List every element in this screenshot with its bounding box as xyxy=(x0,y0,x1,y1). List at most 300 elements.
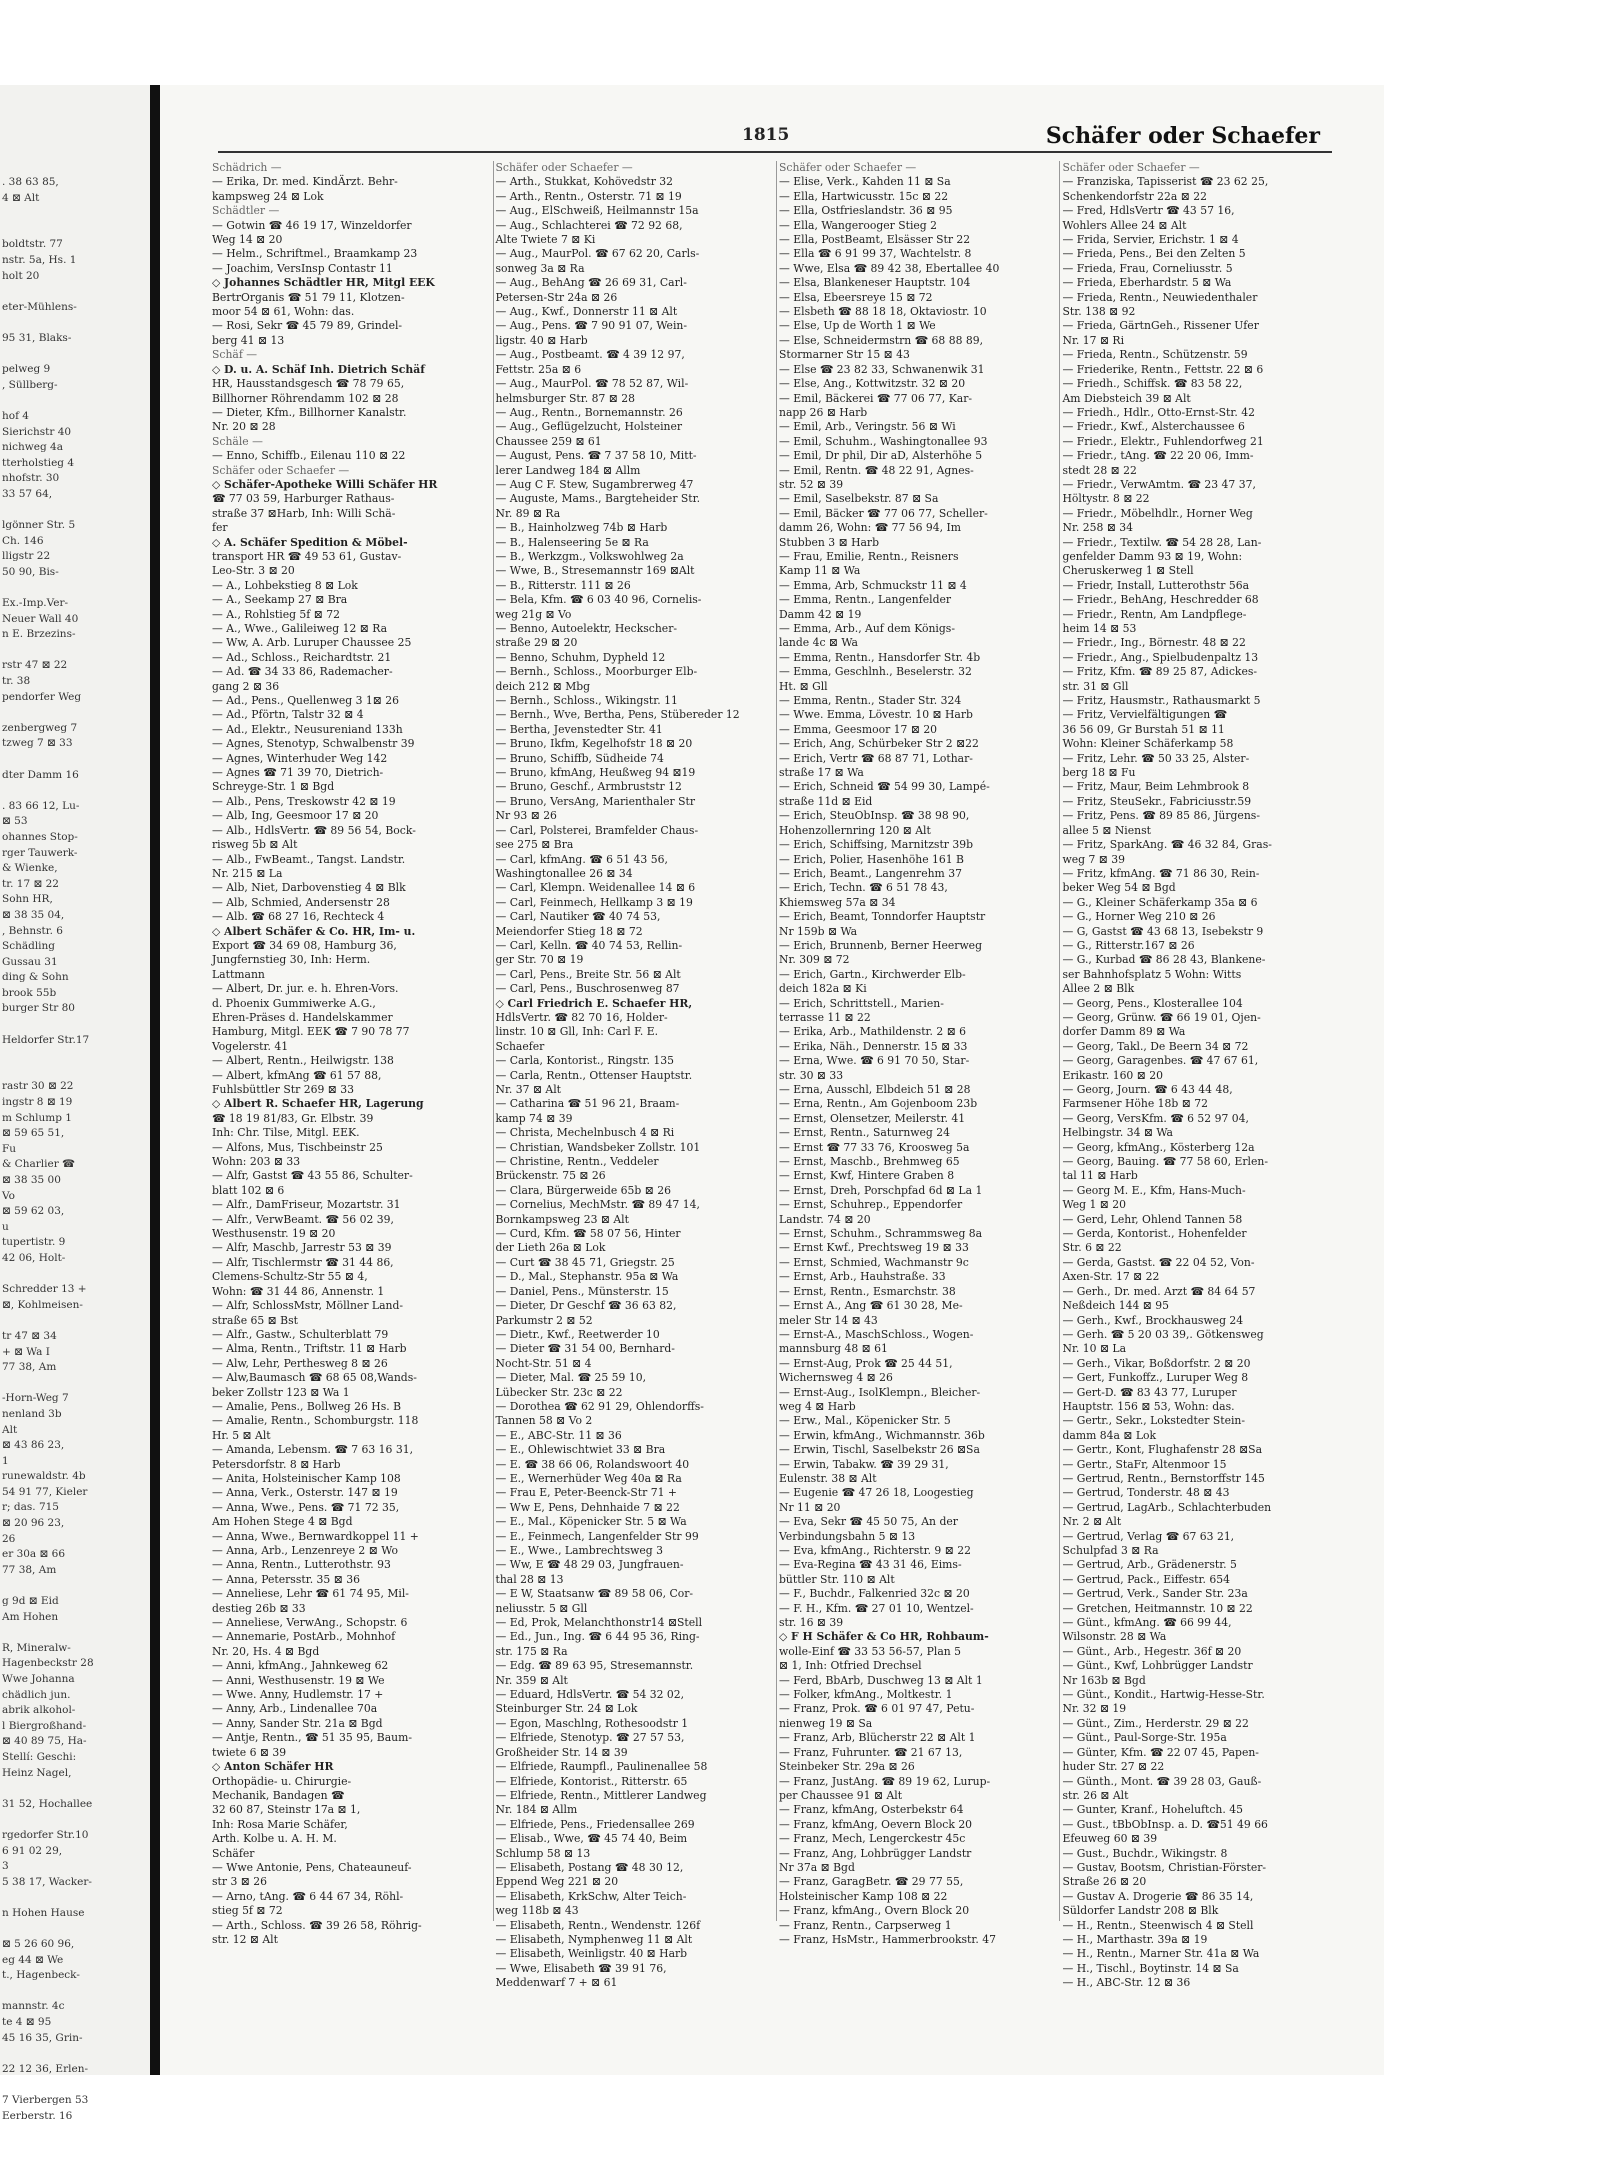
directory-entry: — Gerh. ☎ 5 20 03 39,. Götkensweg xyxy=(1062,1327,1264,1341)
directory-entry: — Gertrud, Verlag ☎ 67 63 21, xyxy=(1062,1529,1235,1543)
left-page-line: zenbergweg 7 xyxy=(2,721,78,734)
left-page-line: u xyxy=(2,1220,9,1233)
directory-entry: terrasse 11 ⊠ 22 xyxy=(779,1010,871,1024)
directory-columns xyxy=(212,161,1336,1990)
left-page-line: tr. 38 xyxy=(2,675,31,687)
directory-entry: Straße 26 ⊠ 20 xyxy=(1062,1875,1147,1889)
directory-entry: — Fritz, SteuSekr., Fabriciusstr.59 xyxy=(1062,794,1252,808)
left-page-line: . 38 63 85, xyxy=(2,176,59,188)
directory-entry: — Clara, Bürgerweide 65b ⊠ 26 xyxy=(495,1183,671,1197)
left-page-line: ⊠ 59 65 51, xyxy=(2,1127,65,1140)
directory-entry: Hohenzollernring 120 ⊠ Alt xyxy=(779,823,931,837)
directory-entry: büttler Str. 110 ⊠ Alt xyxy=(779,1572,895,1586)
directory-entry: — Anneliese, VerwAng., Schopstr. 6 xyxy=(212,1616,408,1630)
directory-entry: — Franz, kfmAng., Overn Block 20 xyxy=(779,1904,970,1918)
directory-entry: Wohn: 203 ⊠ 33 xyxy=(212,1155,301,1169)
directory-entry: — Wwe. Emma, Lövestr. 10 ⊠ Harb xyxy=(779,708,973,722)
directory-entry: — E., Feinmech, Langenfelder Str 99 xyxy=(495,1529,699,1543)
directory-entry: — Erich, Schrittstell., Marien- xyxy=(779,996,944,1010)
directory-entry: Schädrich — xyxy=(212,161,282,174)
directory-entry: — Fritz, Pens. ☎ 89 85 86, Jürgens- xyxy=(1062,809,1260,823)
directory-entry: Schäfer oder Schaefer — xyxy=(779,161,917,174)
left-page-line: lgönner Str. 5 xyxy=(2,519,76,532)
directory-entry: — Emil, Dr phil, Dir aD, Alsterhöhe 5 xyxy=(779,449,983,463)
left-page-line: n Hohen Hause xyxy=(2,1906,85,1919)
directory-entry: — Carla, Rentn., Ottenser Hauptstr. xyxy=(495,1068,693,1082)
directory-entry: Westhusenstr. 19 ⊠ 20 xyxy=(212,1227,336,1241)
directory-entry: — Alw, Lehr, Perthesweg 8 ⊠ 26 xyxy=(212,1356,388,1370)
left-page-line: abrik alkohol- xyxy=(2,1704,76,1717)
directory-entry: Chaussee 259 ⊠ 61 xyxy=(495,434,602,448)
directory-entry: — Aug., ElSchweiß, Heilmannstr 15a xyxy=(495,204,699,218)
directory-entry: Nr. 2 ⊠ Alt xyxy=(1062,1515,1122,1529)
directory-entry: Petersdorfstr. 8 ⊠ Harb xyxy=(212,1457,341,1471)
left-page-line: -Horn-Weg 7 xyxy=(2,1392,69,1405)
directory-entry: — Günter, Kfm. ☎ 22 07 45, Papen- xyxy=(1062,1745,1259,1759)
directory-entry: — Ad., Pförtn, Talstr 32 ⊠ 4 xyxy=(212,708,364,722)
directory-entry: moor 54 ⊠ 61, Wohn: das. xyxy=(212,305,355,319)
directory-entry: Nr 163b ⊠ Bgd xyxy=(1062,1673,1146,1687)
directory-entry: — Erna, Ausschl, Elbdeich 51 ⊠ 28 xyxy=(779,1083,971,1096)
directory-entry: — Ernst, Rentn., Esmarchstr. 38 xyxy=(779,1284,956,1298)
directory-entry: Hauptstr. 156 ⊠ 53, Wohn: das. xyxy=(1062,1399,1235,1413)
left-page-line: lligstr 22 xyxy=(2,550,51,563)
directory-entry: linstr. 10 ⊠ Gll, Inh: Carl F. E. xyxy=(495,1025,659,1039)
directory-entry: — August, Pens. ☎ 7 37 58 10, Mitt- xyxy=(495,449,697,463)
directory-entry: Großheider Str. 14 ⊠ 39 xyxy=(495,1745,628,1759)
directory-entry: — Elsa, Ebeersreye 15 ⊠ 72 xyxy=(779,290,933,304)
directory-entry: mannsburg 48 ⊠ 61 xyxy=(779,1342,888,1356)
directory-entry: — Gerh., Vikar, Boßdorfstr. 2 ⊠ 20 xyxy=(1062,1356,1251,1370)
directory-entry: — Carl, Polsterei, Bramfelder Chaus- xyxy=(495,823,699,837)
directory-entry: — Friedh., Schiffsk. ☎ 83 58 22, xyxy=(1062,377,1243,391)
directory-entry: — Erich, Beamt., Langenrehm 37 xyxy=(779,866,962,880)
directory-entry: — Gertr., Kont, Flughafenstr 28 ⊠Sa xyxy=(1062,1443,1263,1457)
directory-entry: — Ella, Ostfrieslandstr. 36 ⊠ 95 xyxy=(779,204,953,218)
directory-entry: str. 175 ⊠ Ra xyxy=(495,1644,568,1658)
left-page-line: Schredder 13 + xyxy=(2,1283,87,1296)
directory-entry: — Ad., Elektr., Neusureniand 133h xyxy=(212,722,403,736)
left-page-line xyxy=(2,643,150,659)
directory-entry: HdlsVertr. ☎ 82 70 16, Holder- xyxy=(495,1010,668,1024)
directory-column xyxy=(779,161,1053,1991)
directory-entry: BertrOrganis ☎ 51 79 11, Klotzen- xyxy=(212,290,405,304)
directory-entry: ◇ Anton Schäfer HR xyxy=(212,1760,334,1774)
directory-entry: Wohlers Allee 24 ⊠ Alt xyxy=(1062,218,1187,232)
directory-entry: — Ernst-Aug., IsolKlempn., Bleicher- xyxy=(779,1385,981,1399)
directory-entry: fer xyxy=(212,521,228,535)
directory-entry: — Franz, Fuhrunter. ☎ 21 67 13, xyxy=(779,1745,963,1759)
left-page-line: R, Mineralw- xyxy=(2,1641,71,1654)
left-page-line xyxy=(2,1812,150,1828)
directory-entry: — Joachim, VersInsp Contastr 11 xyxy=(212,261,393,275)
left-page-line: 95 31, Blaks- xyxy=(2,331,72,344)
directory-entry: — Franziska, Tapisserist ☎ 23 62 25, xyxy=(1062,175,1269,189)
left-page-line: Sohn HR, xyxy=(2,893,53,906)
directory-entry: — Dorothea ☎ 62 91 29, Ohlendorffs- xyxy=(495,1399,704,1413)
directory-entry: — Alb., Pens, Treskowstr 42 ⊠ 19 xyxy=(212,794,396,808)
page-number: 1815 xyxy=(742,125,790,145)
directory-entry: — Daniel, Pens., Münsterstr. 15 xyxy=(495,1284,669,1298)
directory-entry: Allee 2 ⊠ Blk xyxy=(1062,982,1135,996)
directory-entry: beker Weg 54 ⊠ Bgd xyxy=(1062,881,1176,895)
directory-entry: — Franz, Ang, Lohbrügger Landstr xyxy=(779,1846,972,1860)
directory-entry: — Elfriede, Kontorist., Ritterstr. 65 xyxy=(495,1774,688,1788)
directory-entry: — Elsbeth ☎ 88 18 18, Oktaviostr. 10 xyxy=(779,305,987,319)
directory-entry: — Gertrud, LagArb., Schlachterbuden xyxy=(1062,1500,1272,1514)
left-page-line: ⊠ 20 96 23, xyxy=(2,1517,65,1530)
directory-entry: — Georg, Takl., De Beern 34 ⊠ 72 xyxy=(1062,1039,1249,1053)
directory-entry: — Elisabeth, Weinligstr. 40 ⊠ Harb xyxy=(495,1947,688,1961)
directory-entry: berg 18 ⊠ Fu xyxy=(1062,766,1136,780)
directory-entry: HR, Hausstandsgesch ☎ 78 79 65, xyxy=(212,377,405,391)
directory-entry: — Friedr., Ang., Spielbudenpaltz 13 xyxy=(1062,650,1259,664)
directory-entry: Vogelerstr. 41 xyxy=(212,1039,289,1053)
directory-entry: — Ww, A. Arb. Luruper Chaussee 25 xyxy=(212,636,412,650)
left-page-line: Schädling xyxy=(2,940,56,953)
directory-entry: — Elisabeth, KrkSchw, Alter Teich- xyxy=(495,1889,687,1903)
directory-entry: helmsburger Str. 87 ⊠ 28 xyxy=(495,391,635,405)
directory-entry: lande 4c ⊠ Wa xyxy=(779,636,858,650)
directory-entry: Ehren-Präses d. Handelskammer xyxy=(212,1010,393,1024)
directory-entry: Arth. Kolbe u. A. H. M. xyxy=(212,1832,337,1846)
directory-entry: — D., Mal., Stephanstr. 95a ⊠ Wa xyxy=(495,1270,679,1284)
directory-entry: Landstr. 74 ⊠ 20 xyxy=(779,1212,871,1226)
directory-entry: — Ernst, Maschb., Brehmweg 65 xyxy=(779,1155,960,1169)
left-page-line xyxy=(2,315,150,331)
left-page-line xyxy=(2,2077,150,2093)
directory-entry: — A., Rohlstieg 5f ⊠ 72 xyxy=(212,607,340,621)
directory-entry: ser Bahnhofsplatz 5 Wohn: Witts xyxy=(1062,967,1242,981)
directory-entry: Schäfer xyxy=(212,1846,255,1860)
directory-entry: — Erika, Näh., Dennerstr. 15 ⊠ 33 xyxy=(779,1039,968,1053)
directory-entry: — Emma, Rentn., Stader Str. 324 xyxy=(779,694,962,708)
directory-entry: — Antje, Rentn., ☎ 51 35 95, Baum- xyxy=(212,1731,413,1745)
directory-entry: — Ernst, Kwf, Hintere Graben 8 xyxy=(779,1169,955,1183)
directory-entry: — Amalie, Rentn., Schomburgstr. 118 xyxy=(212,1414,419,1428)
left-page-line: tr. 17 ⊠ 22 xyxy=(2,877,59,890)
left-page-line: runewaldstr. 4b xyxy=(2,1470,86,1483)
directory-entry: — Ernst ☎ 77 33 76, Kroosweg 5a xyxy=(779,1140,970,1154)
left-page-line: nenland 3b xyxy=(2,1407,62,1420)
directory-entry: damm 84a ⊠ Lok xyxy=(1062,1428,1157,1442)
directory-entry: Nr. 17 ⊠ Ri xyxy=(1062,333,1125,347)
directory-entry: — Georg, Garagenbes. ☎ 47 67 61, xyxy=(1062,1054,1259,1068)
left-page-line: n E. Brzezins- xyxy=(2,628,76,641)
directory-entry: — Emma, Geschlnh., Beselerstr. 32 xyxy=(779,665,972,679)
directory-entry: Mechanik, Bandagen ☎ xyxy=(212,1788,345,1802)
directory-entry: — Elisabeth, Nymphenweg 11 ⊠ Alt xyxy=(495,1932,693,1946)
directory-entry: — Wwe, Elisabeth ☎ 39 91 76, xyxy=(495,1961,667,1975)
directory-entry: — Alfr, SchlossMstr, Möllner Land- xyxy=(212,1299,404,1313)
left-page-line xyxy=(2,206,150,222)
directory-entry: Verbindungsbahn 5 ⊠ 13 xyxy=(779,1529,916,1543)
directory-entry: — Bruno, Schiffb, Südheide 74 xyxy=(495,751,664,765)
directory-entry: Am Diebsteich 39 ⊠ Alt xyxy=(1062,391,1191,405)
left-page-line: Ch. 146 xyxy=(2,534,44,547)
left-page-line xyxy=(2,502,150,518)
directory-entry: — Alb, Ing, Geesmoor 17 ⊠ 20 xyxy=(212,809,379,823)
directory-entry: — A., Seekamp 27 ⊠ Bra xyxy=(212,593,348,607)
directory-entry: — Dieter, Mal. ☎ 25 59 10, xyxy=(495,1371,646,1385)
left-page-line xyxy=(2,222,150,238)
directory-entry: — Günt., Kondit., Hartwig-Hesse-Str. xyxy=(1062,1688,1265,1702)
directory-entry: see 275 ⊠ Bra xyxy=(495,838,574,852)
directory-entry: ◇ A. Schäfer Spedition & Möbel- xyxy=(212,535,408,549)
directory-entry: — Emma, Rentn., Hansdorfer Str. 4b xyxy=(779,650,981,664)
directory-entry: ◇ F H Schäfer & Co HR, Rohbaum- xyxy=(779,1630,989,1644)
directory-entry: Efeuweg 60 ⊠ 39 xyxy=(1062,1832,1158,1846)
directory-entry: — Emil, Schuhm., Washingtonallee 93 xyxy=(779,434,988,448)
directory-entry: Weg 14 ⊠ 20 xyxy=(212,233,283,247)
left-page-line xyxy=(2,752,150,768)
directory-entry: — Elisabeth, Rentn., Wendenstr. 126f xyxy=(495,1918,701,1932)
directory-entry: — Alw,Baumasch ☎ 68 65 08,Wands- xyxy=(212,1371,417,1385)
left-page-line: te 4 ⊠ 95 xyxy=(2,2016,52,2029)
directory-entry: Alte Twiete 7 ⊠ Ki xyxy=(495,233,596,247)
directory-entry: Schreyge-Str. 1 ⊠ Bgd xyxy=(212,780,335,794)
directory-entry: straße 37 ⊠Harb, Inh: Willi Schä- xyxy=(212,506,396,520)
directory-entry: — Dieter, Dr Geschf ☎ 36 63 82, xyxy=(495,1299,677,1313)
directory-entry: — Egon, Maschlng, Rothesoodstr 1 xyxy=(495,1716,689,1730)
directory-entry: — Franz, Arb, Blücherstr 22 ⊠ Alt 1 xyxy=(779,1731,976,1745)
directory-entry: — Erna, Rentn., Am Gojenboom 23b xyxy=(779,1097,978,1111)
directory-entry: — Dieter ☎ 31 54 00, Bernhard- xyxy=(495,1342,675,1356)
left-page-line: Eerberstr. 16 xyxy=(2,2109,73,2122)
directory-entry: — Frieda, Eberhardstr. 5 ⊠ Wa xyxy=(1062,276,1232,290)
directory-entry: — Aug., Postbeamt. ☎ 4 39 12 97, xyxy=(495,348,685,362)
directory-entry: — Christine, Rentn., Veddeler xyxy=(495,1155,659,1169)
directory-entry: Stormarner Str 15 ⊠ 43 xyxy=(779,348,910,362)
directory-entry: — Gustav A. Drogerie ☎ 86 35 14, xyxy=(1062,1889,1254,1903)
directory-entry: weg 21g ⊠ Vo xyxy=(495,607,572,621)
directory-entry: — Aug., Geflügelzucht, Holsteiner xyxy=(495,420,683,434)
left-page-line: g 9d ⊠ Eid xyxy=(2,1595,59,1608)
directory-entry: — Fred, HdlsVertr ☎ 43 57 16, xyxy=(1062,204,1235,218)
directory-entry: — Ernst Kwf., Prechtsweg 19 ⊠ 33 xyxy=(779,1241,969,1255)
directory-entry: tal 11 ⊠ Harb xyxy=(1062,1169,1138,1183)
directory-entry: ger Str. 70 ⊠ 19 xyxy=(495,953,584,967)
left-page-line: ⊠ 40 89 75, Ha- xyxy=(2,1735,87,1748)
directory-entry: — Emil, Saselbekstr. 87 ⊠ Sa xyxy=(779,492,939,506)
directory-entry: Lattmann xyxy=(212,967,265,981)
left-page-line: 33 57 64, xyxy=(2,487,53,500)
directory-entry: — Arth., Rentn., Osterstr. 71 ⊠ 19 xyxy=(495,189,682,203)
directory-entry: — Georg, Journ. ☎ 6 43 44 48, xyxy=(1062,1083,1233,1096)
directory-entry: ◇ Carl Friedrich E. Schaefer HR, xyxy=(495,996,693,1010)
directory-entry: — Ww E, Pens, Dehnhaide 7 ⊠ 22 xyxy=(495,1500,680,1514)
left-page-line: t., Hagenbeck- xyxy=(2,1969,80,1982)
directory-entry: — Friedr, Install, Lutterothstr 56a xyxy=(1062,578,1250,592)
directory-entry: Helbingstr. 34 ⊠ Wa xyxy=(1062,1126,1173,1140)
directory-entry: — Ernst, Rentn., Saturnweg 24 xyxy=(779,1126,950,1140)
directory-entry: — Emil, Bäcker ☎ 77 06 77, Scheller- xyxy=(779,506,988,520)
directory-entry: straße 29 ⊠ 20 xyxy=(495,636,578,650)
directory-entry: — Aug., Rentn., Bornemannstr. 26 xyxy=(495,405,683,419)
left-page-line: Hagenbeckstr 28 xyxy=(2,1657,94,1670)
directory-entry: — Erwin, Tischl, Saselbekstr 26 ⊠Sa xyxy=(779,1443,980,1457)
page-header xyxy=(160,125,1384,153)
directory-entry: sonweg 3a ⊠ Ra xyxy=(495,261,585,275)
left-page-line: nhofstr. 30 xyxy=(2,472,60,485)
directory-entry: Nr. 20 ⊠ 28 xyxy=(212,420,276,434)
directory-entry: — Günth., Mont. ☎ 39 28 03, Gauß- xyxy=(1062,1774,1262,1788)
directory-entry: str. 26 ⊠ Alt xyxy=(1062,1788,1129,1802)
directory-entry: — Emil, Rentn. ☎ 48 22 91, Agnes- xyxy=(779,463,974,477)
directory-entry: — Albert, kfmAng ☎ 61 57 88, xyxy=(212,1068,382,1082)
directory-entry: — Cornelius, MechMstr. ☎ 89 47 14, xyxy=(495,1198,700,1212)
left-page-line xyxy=(2,1890,150,1906)
directory-entry: — Erich, Vertr ☎ 68 87 71, Lothar- xyxy=(779,751,973,765)
directory-entry: — Fritz, Maur, Beim Lehmbrook 8 xyxy=(1062,780,1250,794)
directory-entry: — Dietr., Kwf., Reetwerder 10 xyxy=(495,1327,660,1341)
directory-entry: — F. H., Kfm. ☎ 27 01 10, Wentzel- xyxy=(779,1601,974,1615)
directory-entry: — Folker, kfmAng., Moltkestr. 1 xyxy=(779,1688,953,1702)
directory-entry: Nr. 184 ⊠ Allm xyxy=(495,1803,578,1817)
directory-entry: — Eduard, HdlsVertr. ☎ 54 32 02, xyxy=(495,1688,685,1702)
left-page-line: 54 91 77, Kieler xyxy=(2,1485,88,1498)
directory-entry: — Günt., Kwf, Lohbrügger Landstr xyxy=(1062,1659,1253,1673)
directory-entry: — Alfr, Gastst ☎ 43 55 86, Schulter- xyxy=(212,1169,413,1183)
left-page-line: rastr 30 ⊠ 22 xyxy=(2,1080,74,1093)
left-page-line: + ⊠ Wa I xyxy=(2,1345,50,1358)
left-page-line: & Wienke, xyxy=(2,862,58,875)
directory-entry: — E W, Staatsanw ☎ 89 58 06, Cor- xyxy=(495,1587,694,1601)
directory-entry: Hr. 5 ⊠ Alt xyxy=(212,1428,271,1442)
directory-entry: — Amanda, Lebensm. ☎ 7 63 16 31, xyxy=(212,1443,414,1457)
directory-entry: — Annemarie, PostArb., Mohnhof xyxy=(212,1630,396,1644)
left-page-line: ohannes Stop- xyxy=(2,830,78,843)
directory-entry: — Anni, kfmAng., Jahnkeweg 62 xyxy=(212,1659,389,1673)
directory-entry: — B., Hainholzweg 74b ⊠ Harb xyxy=(495,521,668,535)
directory-entry: — Fritz, SparkAng. ☎ 46 32 84, Gras- xyxy=(1062,838,1272,852)
left-page-line: ⊠, Kohlmeisen- xyxy=(2,1298,83,1311)
directory-entry: Schädtler — xyxy=(212,204,280,218)
directory-entry: — Franz, Mech, Lengerckestr 45c xyxy=(779,1832,966,1846)
directory-entry: Steinbeker Str. 29a ⊠ 26 xyxy=(779,1760,915,1774)
directory-entry: — Erika, Arb., Mathildenstr. 2 ⊠ 6 xyxy=(779,1025,967,1039)
left-page-line xyxy=(2,1578,150,1594)
directory-entry: — Gertr., Sekr., Lokstedter Stein- xyxy=(1062,1414,1246,1428)
directory-entry: — Carl, Pens., Breite Str. 56 ⊠ Alt xyxy=(495,967,681,981)
directory-entry: ◇ D. u. A. Schäf Inh. Dietrich Schäf xyxy=(212,362,425,376)
directory-entry: lerer Landweg 184 ⊠ Allm xyxy=(495,463,641,477)
left-page-line: ding & Sohn xyxy=(2,971,69,984)
directory-entry: Billhorner Röhrendamm 102 ⊠ 28 xyxy=(212,391,399,405)
directory-entry: — Anna, Petersstr. 35 ⊠ 36 xyxy=(212,1572,360,1586)
directory-entry: Wichernsweg 4 ⊠ 26 xyxy=(779,1371,893,1385)
left-page-line xyxy=(2,347,150,363)
directory-entry: — E., Wwe., Lambrechtsweg 3 xyxy=(495,1544,663,1557)
directory-column xyxy=(1063,161,1337,1991)
directory-entry: — Else, Ang., Kottwitzstr. 32 ⊠ 20 xyxy=(779,377,966,391)
directory-entry: Schenkendorfstr 22a ⊠ 22 xyxy=(1062,189,1207,203)
directory-entry: — Ferd, BbArb, Duschweg 13 ⊠ Alt 1 xyxy=(779,1673,983,1687)
directory-entry: — Wwe, B., Stresemannstr 169 ⊠Alt xyxy=(495,564,695,578)
directory-entry: napp 26 ⊠ Harb xyxy=(779,405,868,419)
left-page-line: ⊠ 43 86 23, xyxy=(2,1439,65,1452)
directory-entry: — Ad., Pens., Quellenweg 3 1⊠ 26 xyxy=(212,694,400,708)
directory-entry: deich 182a ⊠ Ki xyxy=(779,982,867,996)
directory-entry: — Ernst, Olensetzer, Meilerstr. 41 xyxy=(779,1111,966,1125)
left-page-line: Fu xyxy=(2,1142,17,1155)
left-page-line: 45 16 35, Grin- xyxy=(2,2031,83,2044)
directory-entry: dorfer Damm 89 ⊠ Wa xyxy=(1062,1025,1186,1039)
directory-entry: — E. ☎ 38 66 06, Rolandswoort 40 xyxy=(495,1457,690,1471)
directory-entry: — Erich, Beamt, Tonndorfer Hauptstr xyxy=(779,910,986,924)
directory-entry: Nr 159b ⊠ Wa xyxy=(779,924,858,938)
directory-entry: — Arth., Stukkat, Kohövedstr 32 xyxy=(495,175,674,189)
left-page-line: ⊠ 38 35 04, xyxy=(2,908,65,921)
left-page-line: tr 47 ⊠ 34 xyxy=(2,1329,57,1342)
directory-entry: — Ed, Prok, Melanchthonstr14 ⊠Stell xyxy=(495,1616,703,1630)
left-page-line: er 30a ⊠ 66 xyxy=(2,1548,66,1561)
directory-entry: Nr. 10 ⊠ La xyxy=(1062,1342,1127,1356)
left-page-line: dter Damm 16 xyxy=(2,768,79,781)
directory-entry: Schäfer oder Schaefer — xyxy=(212,463,350,477)
directory-entry: — Else ☎ 23 82 33, Schwanenwik 31 xyxy=(779,362,985,376)
directory-entry: Nr. 37 ⊠ Alt xyxy=(495,1083,562,1096)
directory-entry: — Alb, Niet, Darbovenstieg 4 ⊠ Blk xyxy=(212,881,406,895)
directory-page xyxy=(160,85,1384,2075)
left-page-line xyxy=(2,1048,150,1064)
left-page-line: burger Str 80 xyxy=(2,1002,75,1015)
directory-entry: Nr 37a ⊠ Bgd xyxy=(779,1860,855,1874)
left-page-line: pendorfer Weg xyxy=(2,690,82,703)
directory-entry: Nr. 215 ⊠ La xyxy=(212,866,283,880)
directory-entry: deich 212 ⊠ Mbg xyxy=(495,679,591,693)
directory-entry: Schäfer oder Schaefer — xyxy=(495,161,633,174)
left-page-line: eter-Mühlens- xyxy=(2,300,77,313)
directory-entry: Brückenstr. 75 ⊠ 26 xyxy=(495,1169,606,1183)
directory-entry: ☎ 18 19 81/83, Gr. Elbstr. 39 xyxy=(212,1111,374,1125)
directory-entry: — Georg, Bauing. ☎ 77 58 60, Erlen- xyxy=(1062,1155,1268,1169)
directory-entry: — Edg. ☎ 89 63 95, Stresemannstr. xyxy=(495,1659,694,1673)
directory-entry: — Aug., MaurPol. ☎ 67 62 20, Carls- xyxy=(495,247,700,261)
directory-entry: — Alma, Rentn., Triftstr. 11 ⊠ Harb xyxy=(212,1342,407,1356)
directory-entry: transport HR ☎ 49 53 61, Gustav- xyxy=(212,549,402,563)
left-page-line: Neuer Wall 40 xyxy=(2,612,79,625)
directory-entry: — Aug., MaurPol. ☎ 78 52 87, Wil- xyxy=(495,377,689,391)
directory-entry: — Bruno, VersAng, Marienthaler Str xyxy=(495,794,696,808)
directory-entry: — Anny, Sander Str. 21a ⊠ Bgd xyxy=(212,1716,383,1730)
left-page-line xyxy=(2,1984,150,2000)
directory-entry: str. 12 ⊠ Alt xyxy=(212,1932,278,1946)
directory-entry: weg 7 ⊠ 39 xyxy=(1062,852,1125,866)
directory-entry: thal 28 ⊠ 13 xyxy=(495,1572,564,1586)
left-page-line: 7 Vierbergen 53 xyxy=(2,2094,89,2107)
directory-entry: Jungfernstieg 30, Inh: Herm. xyxy=(212,953,371,967)
left-page-line: boldtstr. 77 xyxy=(2,238,63,251)
directory-entry: — Ernst, Schmied, Wachmanstr 9c xyxy=(779,1255,969,1269)
left-page-line: hof 4 xyxy=(2,409,29,422)
directory-entry: — Benno, Autoelektr, Heckscher- xyxy=(495,622,678,635)
directory-entry: — Ernst, Dreh, Porschpfad 6d ⊠ La 1 xyxy=(779,1183,983,1197)
directory-entry: — Wwe Antonie, Pens, Chateauneuf- xyxy=(212,1860,412,1874)
directory-entry: — Bruno, Ikfm, Kegelhofstr 18 ⊠ 20 xyxy=(495,737,693,751)
directory-entry: ◇ Johannes Schädtler HR, Mitgl EEK xyxy=(212,276,435,290)
directory-entry: — Curd, Kfm. ☎ 58 07 56, Hinter xyxy=(495,1227,681,1241)
directory-entry: Nr. 309 ⊠ 72 xyxy=(779,953,850,967)
directory-entry: — Friedr., Möbelhdlr., Horner Weg xyxy=(1062,506,1253,520)
directory-entry: — Christian, Wandsbeker Zollstr. 101 xyxy=(495,1140,701,1154)
directory-entry: Washingtonallee 26 ⊠ 34 xyxy=(495,866,633,880)
directory-entry: wolle-Einf ☎ 33 53 56-57, Plan 5 xyxy=(779,1644,962,1658)
directory-entry: Steinburger Str. 24 ⊠ Lok xyxy=(495,1702,638,1716)
directory-entry: — Elfriede, Pens., Friedensallee 269 xyxy=(495,1817,695,1831)
directory-entry: — Alfr, Maschb, Jarrestr 53 ⊠ 39 xyxy=(212,1241,392,1255)
directory-entry: — Carla, Kontorist., Ringstr. 135 xyxy=(495,1054,674,1068)
